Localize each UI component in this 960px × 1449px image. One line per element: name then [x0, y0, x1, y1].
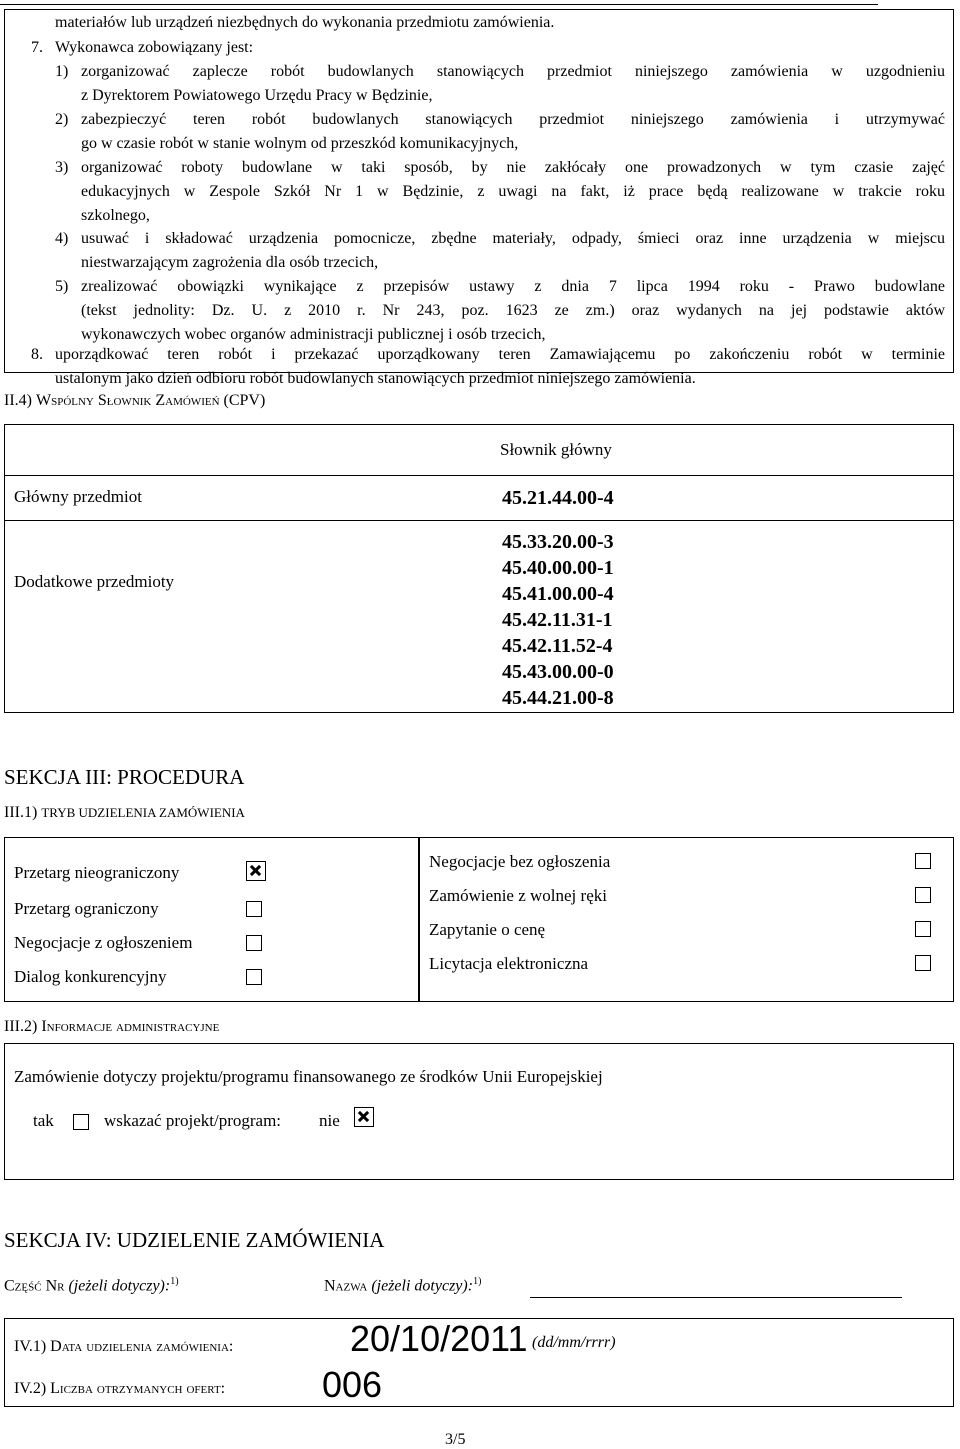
subitem-4-line-1: usuwać i składować urządzenia pomocnicze, zbędne materiały, odpady, śmieci oraz inne urządzenia w miejscu — [81, 230, 945, 247]
eu-no-label: nie — [319, 1111, 340, 1130]
cpv-table-rule — [4, 475, 954, 476]
offers-count-value: 006 — [322, 1364, 383, 1405]
subitem-4-line-2: niestwarzającym zagrożenia dla osób trzecich, — [81, 254, 379, 271]
item-7-number: 7. — [31, 39, 43, 56]
item-8-line-2: ustalonym jako dzień odbioru robót budowlanych stanowiących przedmiot niniejszego zamówienia. — [55, 370, 696, 387]
option-label: Negocjacje bez ogłoszenia — [429, 852, 611, 871]
date-format: (dd/mm/rrrr) — [532, 1334, 616, 1351]
item-8-number: 8. — [31, 346, 43, 363]
checkbox[interactable] — [915, 887, 931, 903]
option-label: Zamówienie z wolnej ręki — [429, 886, 607, 905]
page-number: 3/5 — [445, 1431, 466, 1448]
item-8-line-1: uporządkować teren robót i przekazać uporządkowany teren Zamawiającemu po zakończeniu robót w terminie — [55, 346, 945, 363]
cpv-code: 45.43.00.00-0 — [502, 661, 614, 683]
cpv-code: 45.42.11.52-4 — [502, 635, 613, 657]
offers-count-label: IV.2) Liczba otrzymanych ofert: — [14, 1380, 226, 1397]
cpv-main-code: 45.21.44.00-4 — [502, 487, 614, 509]
cpv-code: 45.40.00.00-1 — [502, 557, 614, 579]
option-label: Zapytanie o cenę — [429, 920, 546, 939]
subitem-5-line-2: (tekst jednolity: Dz. U. z 2010 r. Nr 243, poz. 1623 ze zm.) oraz wydanych na jej podstawie aktów — [81, 302, 945, 319]
part-name-field: Nazwa (jeżeli dotyczy):$^{1)}$ — [324, 1276, 482, 1295]
part-number-field: Część Nr (jeżeli dotyczy):$^{1)}$ — [4, 1276, 179, 1295]
option-label: Negocjacje z ogłoszeniem — [14, 933, 193, 952]
option-label: Dialog konkurencyjny — [14, 967, 167, 986]
item-7-text: Wykonawca zobowiązany jest: — [55, 39, 254, 56]
cpv-code: 45.33.20.00-3 — [502, 531, 614, 553]
checkbox[interactable] — [246, 969, 262, 985]
name-underline — [530, 1297, 902, 1298]
checkbox[interactable] — [246, 935, 262, 951]
subitem-1-line-2: z Dyrektorem Powiatowego Urzędu Pracy w Będzinie, — [81, 87, 433, 104]
subitem-2-line-1: zabezpieczyć teren robót budowlanych stanowiących przedmiot niniejszego zamówienia i utrzymywać — [81, 111, 945, 128]
cpv-code: 45.42.11.31-1 — [502, 609, 613, 631]
subitem-3-line-3: szkolnego, — [81, 207, 150, 224]
option-label: Licytacja elektroniczna — [429, 954, 589, 973]
subitem-5-line-3: wykonawczych wobec organów administracji publicznej i osób trzecich, — [81, 326, 546, 343]
section-3-title: SEKCJA III: PROCEDURA — [4, 765, 245, 789]
subitem-3-line-1: organizować roboty budowlane w taki sposób, by nie zakłócały one prowadzonych w tym czasie zajęć — [81, 159, 945, 176]
option-label: Przetarg nieograniczony — [14, 863, 180, 882]
cpv-main-label: Główny przedmiot — [14, 487, 142, 506]
checked-checkbox[interactable] — [246, 861, 266, 881]
cpv-table — [4, 424, 954, 713]
subitem-5-line-1: zrealizować obowiązki wynikające z przepisów ustawy z dnia 7 lipca 1994 roku - Prawo budowlane — [81, 278, 945, 295]
cpv-extra-label: Dodatkowe przedmioty — [14, 572, 175, 591]
option-label: Przetarg ograniczony — [14, 899, 159, 918]
section-3-2-heading: III.2) Informacje administracyjne — [4, 1018, 220, 1035]
top-rule — [0, 4, 878, 5]
intro-line: materiałów lub urządzeń niezbędnych do wykonania przedmiotu zamówienia. — [55, 14, 555, 31]
subitem-3-number: 3) — [55, 159, 69, 176]
checked-checkbox[interactable] — [354, 1107, 374, 1127]
subitem-2-number: 2) — [55, 111, 69, 128]
checkbox[interactable] — [915, 921, 931, 937]
cpv-code: 45.44.21.00-8 — [502, 687, 614, 709]
cpv-heading: II.4) Wspólny Słownik Zamówień (CPV) — [4, 392, 266, 409]
checkbox[interactable] — [246, 901, 262, 917]
cpv-code: 45.41.00.00-4 — [502, 583, 614, 605]
award-date-value: 20/10/2011 — [350, 1318, 528, 1359]
cpv-extra-codes — [502, 529, 614, 711]
subitem-2-line-2: go w czasie robót w stanie wolnym od przeszkód komunikacyjnych, — [81, 135, 519, 152]
section-4-title: SEKCJA IV: UDZIELENIE ZAMÓWIENIA — [4, 1228, 385, 1252]
cpv-table-rule — [4, 520, 954, 521]
checkbox[interactable] — [73, 1114, 89, 1130]
checkbox[interactable] — [915, 955, 931, 971]
eu-program-label: wskazać projekt/program: — [104, 1111, 282, 1130]
subitem-1-number: 1) — [55, 63, 69, 80]
checkbox[interactable] — [915, 853, 931, 869]
subitem-5-number: 5) — [55, 278, 69, 295]
award-date-label: IV.1) Data udzielenia zamówienia: — [14, 1338, 234, 1355]
subitem-3-line-2: edukacyjnych w Zespole Szkół Nr 1 w Będzinie, z uwagi na fakt, iż prace będą realizowane w trakcie roku — [81, 183, 945, 200]
subitem-4-number: 4) — [55, 230, 69, 247]
eu-question: Zamówienie dotyczy projektu/programu finansowanego ze środków Unii Europejskiej — [14, 1067, 603, 1086]
subitem-1-line-1: zorganizować zaplecze robót budowlanych stanowiących przedmiot niniejszego zamówienia w uzgodnieniu — [81, 63, 945, 80]
section-3-1-heading: III.1) TRYB UDZIELENIA ZAMÓWIENIA — [4, 804, 245, 821]
cpv-column-header: Słownik główny — [500, 440, 612, 459]
eu-yes-label: tak — [33, 1111, 54, 1130]
